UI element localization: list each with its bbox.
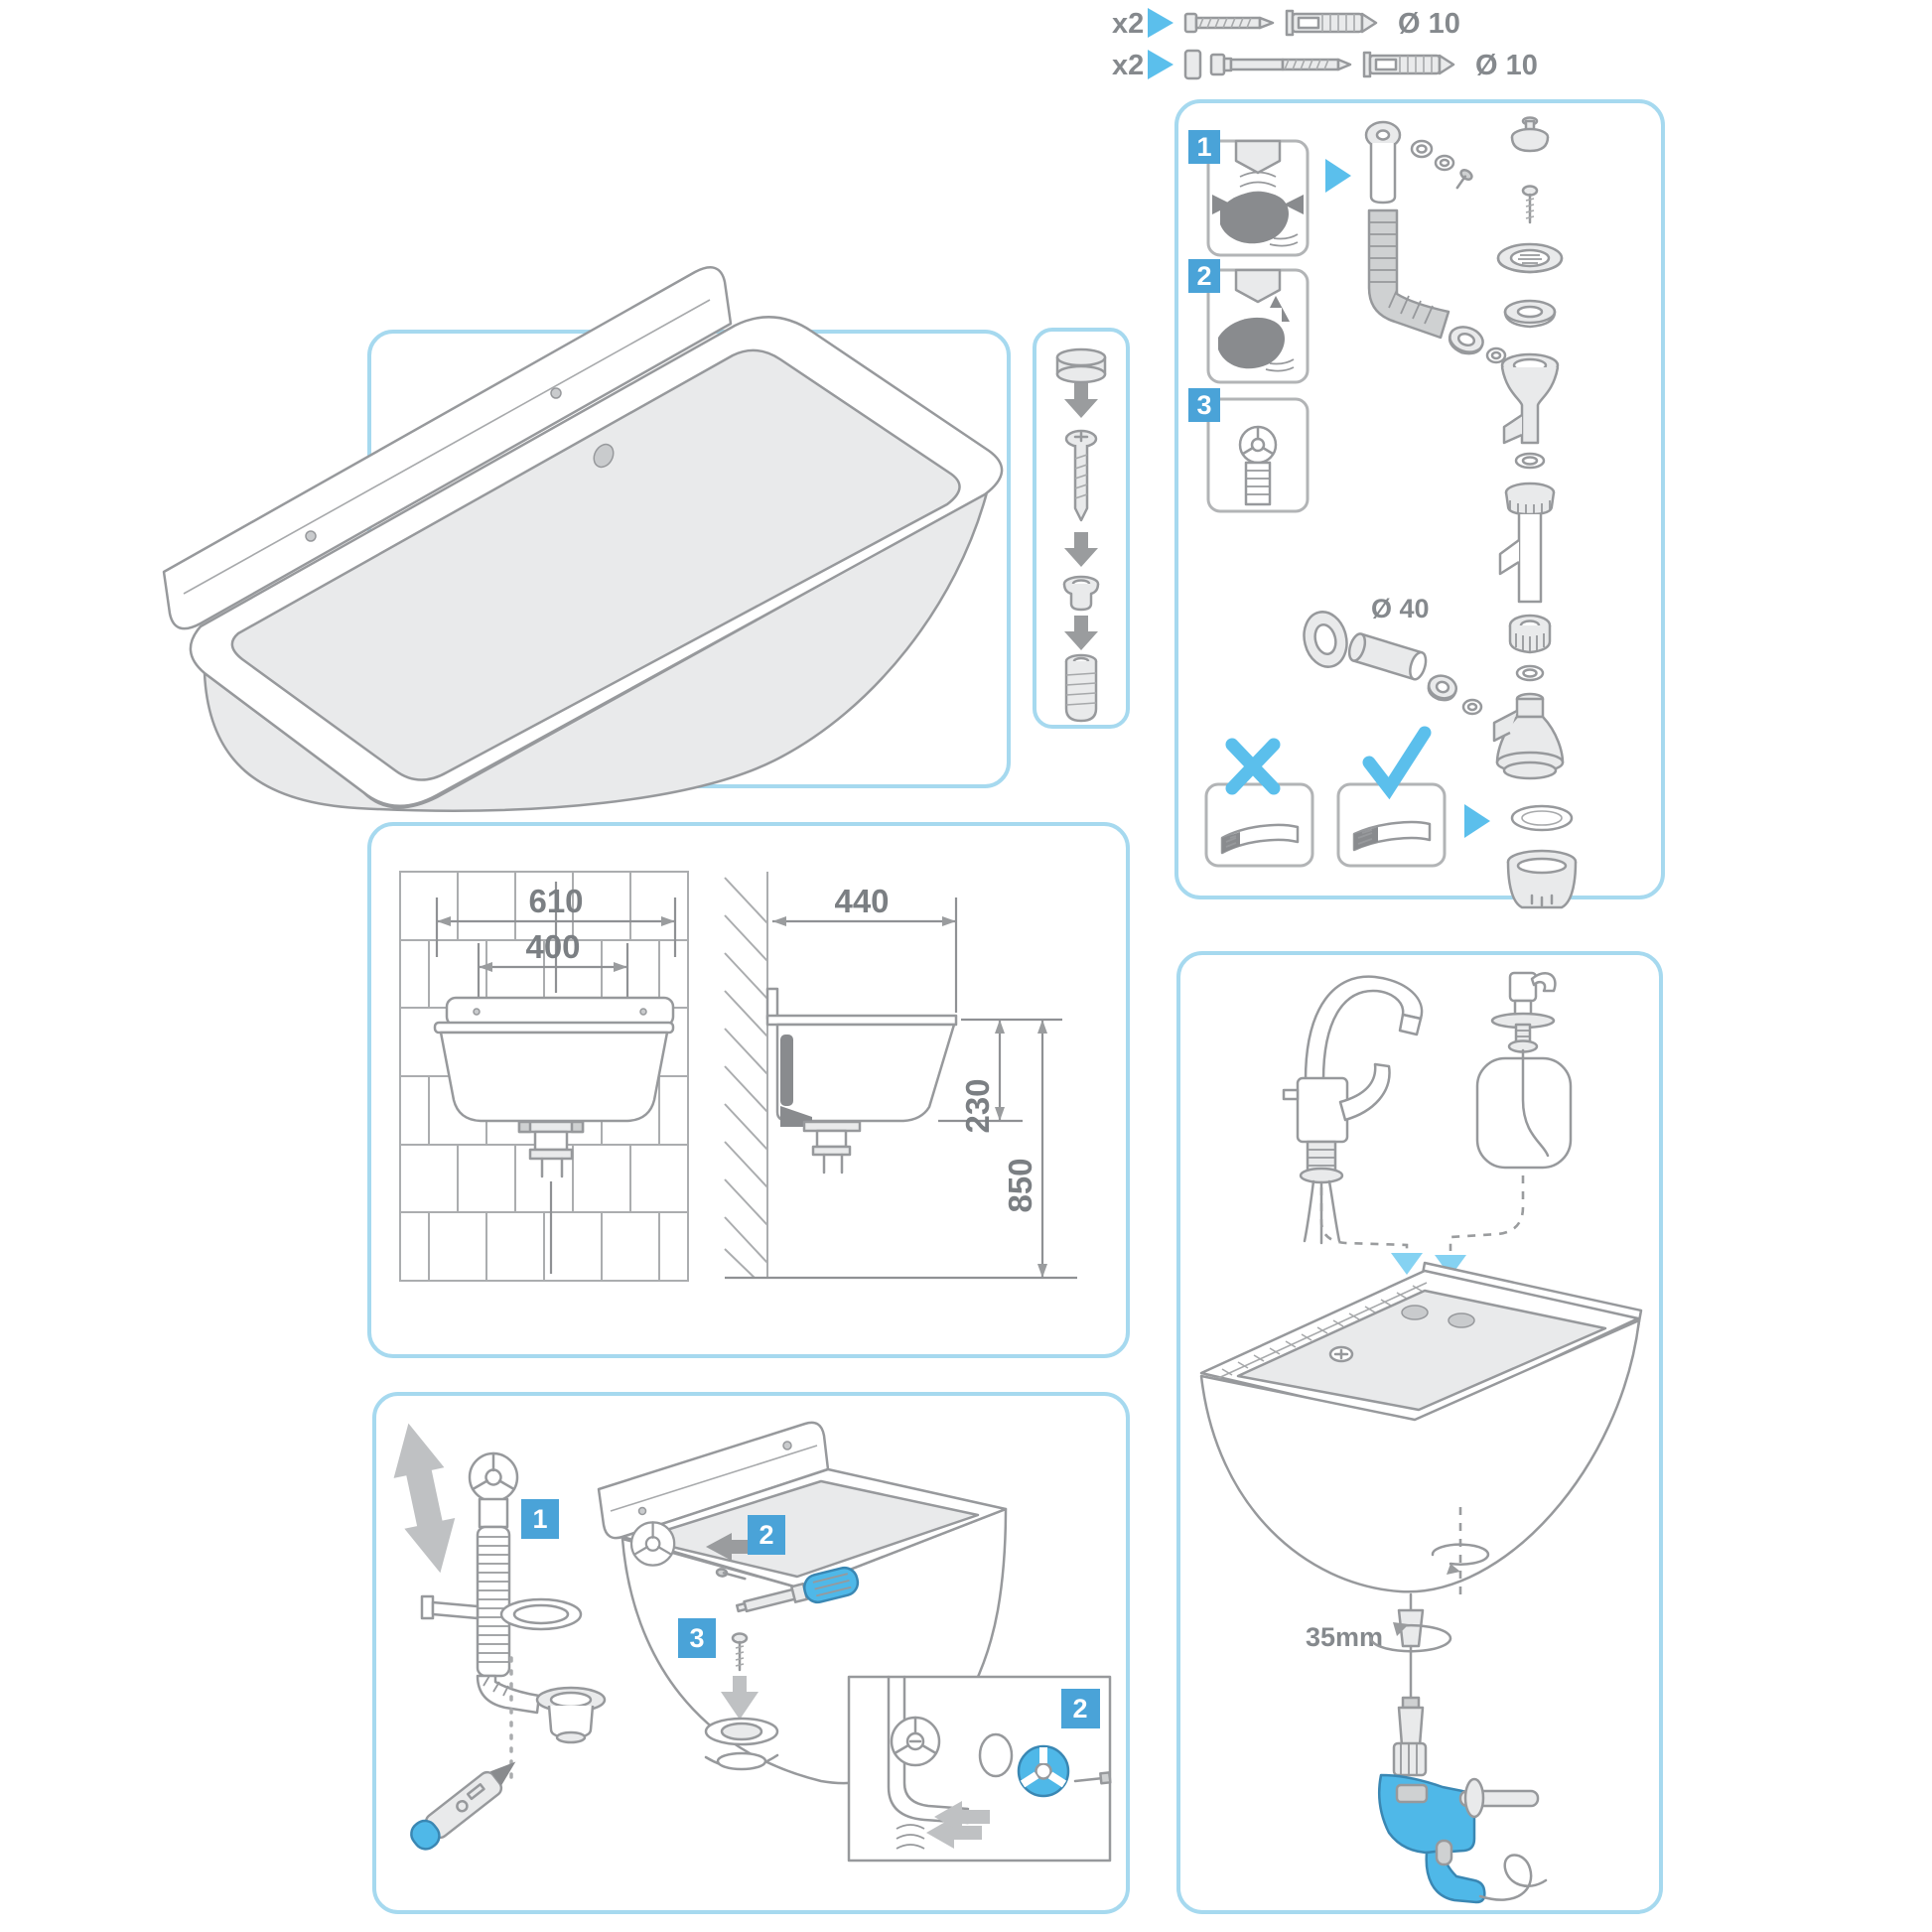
screw-cap [1330,1347,1352,1361]
outer-width-label: 610 [528,883,584,919]
dispenser-hole [1449,1313,1474,1327]
hardware-row-2 [1112,50,1538,81]
side-inlet [1500,540,1519,574]
hardware-row-1 [1112,8,1460,40]
arrow-down-icon [1064,532,1098,567]
screw-icon [1066,431,1096,520]
tap-hole [1402,1306,1428,1319]
drain-assembly-drawing [1174,99,1665,899]
pipe-diameter-label: Ø 40 [1371,594,1430,623]
pointer-triangle-icon [1325,159,1351,193]
utility-knife-icon [407,1752,526,1854]
soap-dispenser-drawing [1477,973,1571,1168]
screw-icon [1185,14,1273,32]
install-step-3-number: 3 [689,1623,705,1653]
check-mark-icon [1369,733,1425,788]
bullet-triangle-icon [1148,8,1173,38]
drain-fitting [537,1688,605,1742]
install-step-1-number: 1 [532,1504,548,1534]
gasket-wrong-box [1206,745,1312,866]
arrow-down-icon [1064,616,1098,650]
mount-hole [551,388,561,398]
overflow-install-drawing [372,1392,1130,1914]
side-wall [725,872,767,1278]
hardware-qty-2: x2 [1112,50,1145,81]
overflow-rosette [631,1522,674,1565]
tap-install-drawing [1176,951,1663,1914]
drain-screw [1523,187,1537,223]
overflow-pipe-parts [1366,122,1505,362]
siphon-cup [1508,851,1576,907]
screw-sequence-drawing [1033,328,1130,729]
step-1-number: 1 [1196,132,1212,162]
arrow-down-icon [1064,383,1098,418]
waste-funnel [1502,354,1558,443]
drill-grip [1427,1851,1485,1902]
faucet-drawing [1284,977,1422,1243]
sink-front-view [435,998,673,1176]
drain-step-box-2 [1208,270,1308,382]
spacer-sleeve-icon [1185,51,1200,78]
gasket-right-box [1338,733,1445,866]
wall-plug-icon [1066,655,1096,721]
mount-bracket [780,1035,793,1106]
pointer-triangle-icon [1464,804,1490,838]
drain-trap-side [804,1122,860,1173]
drain-step-box-3 [1208,399,1308,511]
step-2-number: 2 [1196,261,1212,291]
union-nut [1447,323,1486,357]
dim-230 [938,1020,1062,1134]
hardware-dia-2: Ø 10 [1475,50,1538,81]
drill-diameter-label: 35mm [1306,1622,1384,1652]
sink-side-view [767,989,956,1173]
hardware-list [1082,0,1698,99]
tailpiece [1500,483,1554,602]
dim-400 [479,928,627,999]
hardware-dia-1: Ø 10 [1398,8,1460,40]
arrow-down-icon [1391,1253,1423,1275]
drill-trigger [1437,1841,1451,1864]
hardware-qty-1: x2 [1112,8,1145,40]
depth-label: 440 [834,883,890,919]
hole-spacing-label: 400 [525,928,581,965]
sink-3d-tap-view [1201,1263,1641,1591]
drill-icon [1379,1708,1546,1902]
inset-detail-box [849,1677,1110,1861]
dim-440 [772,883,956,1013]
insert-washer-icon [1064,577,1098,610]
o-ring [1512,806,1572,830]
overflow-hole-detail [980,1734,1012,1776]
bullet-triangle-icon [1148,50,1173,79]
up-down-arrow-icon [383,1418,466,1578]
union-nut-2 [1510,616,1550,652]
thick-ring [1505,301,1555,327]
basin-height-label: 230 [959,1078,996,1134]
siphon-body [1494,694,1563,778]
plug-stopper [1512,118,1548,152]
dimensions-drawing [367,822,1130,1358]
mounting-height-label: 850 [1002,1158,1038,1213]
install-step-2-number: 2 [759,1520,774,1550]
dispenser-guide-line [1450,1175,1523,1251]
power-cord [1480,1856,1546,1900]
overflow-elbow-hose [1369,210,1449,338]
drain-step-box-1 [1208,141,1308,255]
funnel-side-branch [1504,415,1522,443]
wall-plug-icon [1287,11,1376,35]
mount-hole [306,531,316,541]
strainer-basket [1498,244,1562,272]
x-mark-icon [1232,745,1274,788]
wall-pipe-group [1299,594,1481,714]
inset-step-number: 2 [1072,1694,1088,1724]
step-3-number: 3 [1196,390,1212,420]
cover-cap-icon [1057,349,1105,382]
sink-3d-drawing [139,244,1033,820]
wall-plug-icon [1364,53,1453,76]
hanger-bolt-icon [1211,55,1350,74]
blue-rosette-icon [1019,1746,1068,1796]
